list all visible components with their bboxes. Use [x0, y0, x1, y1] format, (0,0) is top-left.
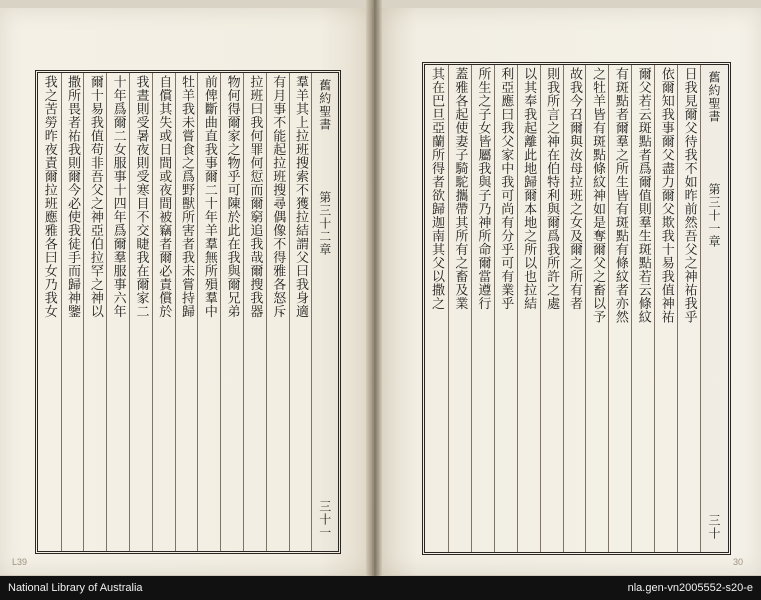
left-page: [0, 8, 373, 575]
scan-identifier: nla.gen-vn2005552-s20-e: [627, 582, 753, 594]
right-text-column-6: 故我今召爾與汝母拉班之女及爾之所有者: [563, 65, 586, 552]
left-text-column-11: 撒所畏者祐我則爾今必使我徒手而歸神鑒: [61, 73, 84, 551]
left-text-column-1: 羣羊其上拉班搜索不獲拉結謂父曰我身適: [289, 73, 312, 551]
scan-footer-bar: [0, 576, 761, 600]
right-text-column-11: 蓋雅各起使妻子騎駝攜帶其所有之畜及業: [448, 65, 471, 552]
left-text-column-8: 我晝則受暑夜則受寒目不交睫我在爾家二: [129, 73, 152, 551]
right-text-column-3: 爾父若云斑點者爲爾值則羣生斑點若云條紋: [631, 65, 654, 552]
left-text-column-5: 前俾斷曲直我事爾二十年羊羣無所殞羣中: [197, 73, 220, 551]
left-page-frame: [35, 70, 341, 554]
left-text-column-9: 十年爲爾二女服事十四年爲爾羣服事六年: [106, 73, 129, 551]
right-text-column-2: 依爾知我事爾父盡力爾父欺我十易我值神祐: [654, 65, 677, 552]
left-page-columns: [38, 73, 338, 551]
right-page-number: 三十: [707, 514, 722, 540]
right-page-frame: [422, 62, 731, 555]
right-page: [378, 8, 761, 575]
right-text-column-12: 其在巴旦亞蘭所得者欲歸迦南其父以撒之: [428, 67, 444, 310]
left-text-column-4: 物何得爾家之物乎可陳於此在我與爾兄弟: [220, 73, 243, 551]
left-text-column-12: 我之苦勞昨夜責爾拉班應雅各曰女乃我女: [41, 75, 57, 318]
left-text-column-2: 有月事不能起拉班搜尋偶像不得雅各怒斥: [266, 73, 289, 551]
right-chapter-label: 第三十一章: [707, 183, 722, 248]
right-corner-pencil-mark: 30: [732, 557, 743, 567]
left-text-column-7: 自償其失或日間或夜間被竊者爾必責償於: [152, 73, 175, 551]
right-page-margin-column: [700, 65, 728, 552]
left-page-number: 三十一: [317, 500, 332, 539]
right-text-column-4: 有斑點者爾羣之所生皆有斑點有條紋者亦然: [608, 65, 631, 552]
right-text-column-5: 之牡羊皆有斑點條紋神如是奪爾父之畜以予: [585, 65, 608, 552]
right-text-column-10: 所生之子女皆屬我與子乃神所命爾當遵行: [471, 65, 494, 552]
right-page-columns: [425, 65, 728, 552]
right-text-column-7: 則我所言之神在伯特利與爾爲我所許之處: [540, 65, 563, 552]
left-page-margin-column: [311, 73, 338, 551]
right-text-column-1: 日我見爾父待我不如昨前然吾父之神祐我乎: [677, 65, 700, 552]
left-text-column-3: 拉班曰我何罪何愆而爾窮追我哉爾搜我器: [243, 73, 266, 551]
left-text-column-10: 爾十易我值苟非吾父之神亞伯拉罕之神以: [83, 73, 106, 551]
left-chapter-label: 第三十二章: [317, 191, 332, 256]
right-book-title: 舊約聖書: [707, 71, 722, 123]
right-text-column-8: 以其奉我起離此地歸爾本地之所以也拉結: [517, 65, 540, 552]
left-corner-pencil-mark: L39: [12, 557, 28, 567]
right-text-column-9: 利亞應曰我父家中我可尚有分乎可有業乎: [494, 65, 517, 552]
left-book-title: 舊約聖書: [317, 79, 332, 131]
book-spine: [366, 0, 382, 600]
library-attribution: National Library of Australia: [8, 582, 143, 594]
left-text-column-6: 牡羊我未嘗食之爲野獸所害者我未嘗持歸: [175, 73, 198, 551]
